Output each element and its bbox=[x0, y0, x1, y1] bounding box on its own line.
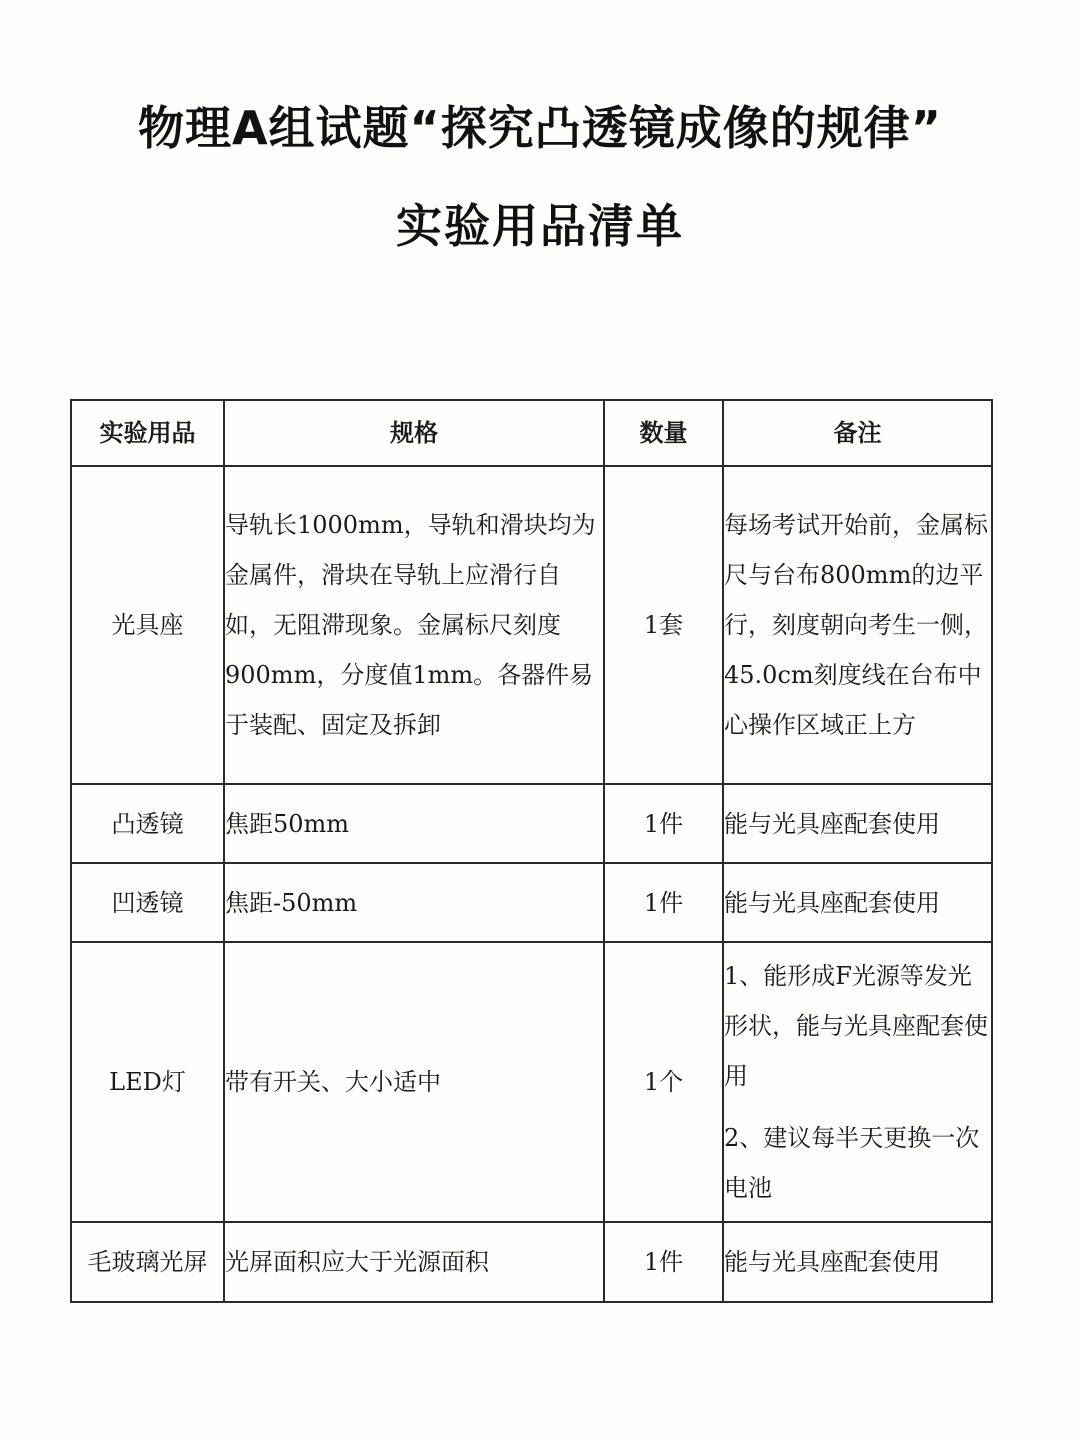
item-name: LED灯 bbox=[71, 942, 224, 1222]
equipment-table bbox=[70, 399, 993, 1303]
item-name: 毛玻璃光屏 bbox=[71, 1222, 224, 1302]
item-name: 凹透镜 bbox=[71, 863, 224, 942]
table-header-row bbox=[71, 400, 992, 466]
item-spec: 焦距-50mm bbox=[224, 863, 604, 942]
table-row bbox=[71, 466, 992, 784]
header-item: 实验用品 bbox=[71, 400, 224, 466]
item-qty: 1套 bbox=[604, 466, 723, 784]
table-row bbox=[71, 942, 992, 1222]
item-note bbox=[723, 863, 992, 942]
header-spec: 规格 bbox=[224, 400, 604, 466]
item-qty: 1件 bbox=[604, 1222, 723, 1302]
table-row bbox=[71, 1222, 992, 1302]
table-row bbox=[71, 863, 992, 942]
item-spec: 带有开关、大小适中 bbox=[224, 942, 604, 1222]
document-subtitle: 实验用品清单 bbox=[396, 199, 684, 253]
header-qty: 数量 bbox=[604, 400, 723, 466]
document-title: 物理A组试题“探究凸透镜成像的规律” bbox=[137, 101, 943, 155]
note-text: 能与光具座配套使用 bbox=[724, 888, 940, 917]
note-text: 每场考试开始前，金属标尺与台布800mm的边平行，刻度朝向考生一侧，45.0cm刻度线在台布中心操作区域正上方 bbox=[724, 511, 988, 739]
item-qty: 1件 bbox=[604, 784, 723, 863]
item-spec: 导轨长1000mm，导轨和滑块均为金属件，滑块在导轨上应滑行自如，无阻滞现象。金属标尺刻度900mm，分度值1mm。各器件易于装配、固定及拆卸 bbox=[224, 466, 604, 784]
header-note: 备注 bbox=[723, 400, 992, 466]
item-name: 光具座 bbox=[71, 466, 224, 784]
item-note bbox=[723, 942, 992, 1222]
item-name: 凸透镜 bbox=[71, 784, 224, 863]
item-note bbox=[723, 1222, 992, 1302]
table-row bbox=[71, 784, 992, 863]
note-text: 能与光具座配套使用 bbox=[724, 1248, 940, 1276]
item-qty: 1个 bbox=[604, 942, 723, 1222]
note-text: 2、建议每半天更换一次电池 bbox=[724, 1124, 980, 1202]
item-spec: 焦距50mm bbox=[224, 784, 604, 863]
note-text: 1、能形成F光源等发光形状，能与光具座配套使用 bbox=[724, 962, 988, 1090]
item-spec: 光屏面积应大于光源面积 bbox=[224, 1222, 604, 1302]
item-note bbox=[723, 784, 992, 863]
item-note bbox=[723, 466, 992, 784]
item-qty: 1件 bbox=[604, 863, 723, 942]
note-text: 能与光具座配套使用 bbox=[724, 809, 940, 838]
